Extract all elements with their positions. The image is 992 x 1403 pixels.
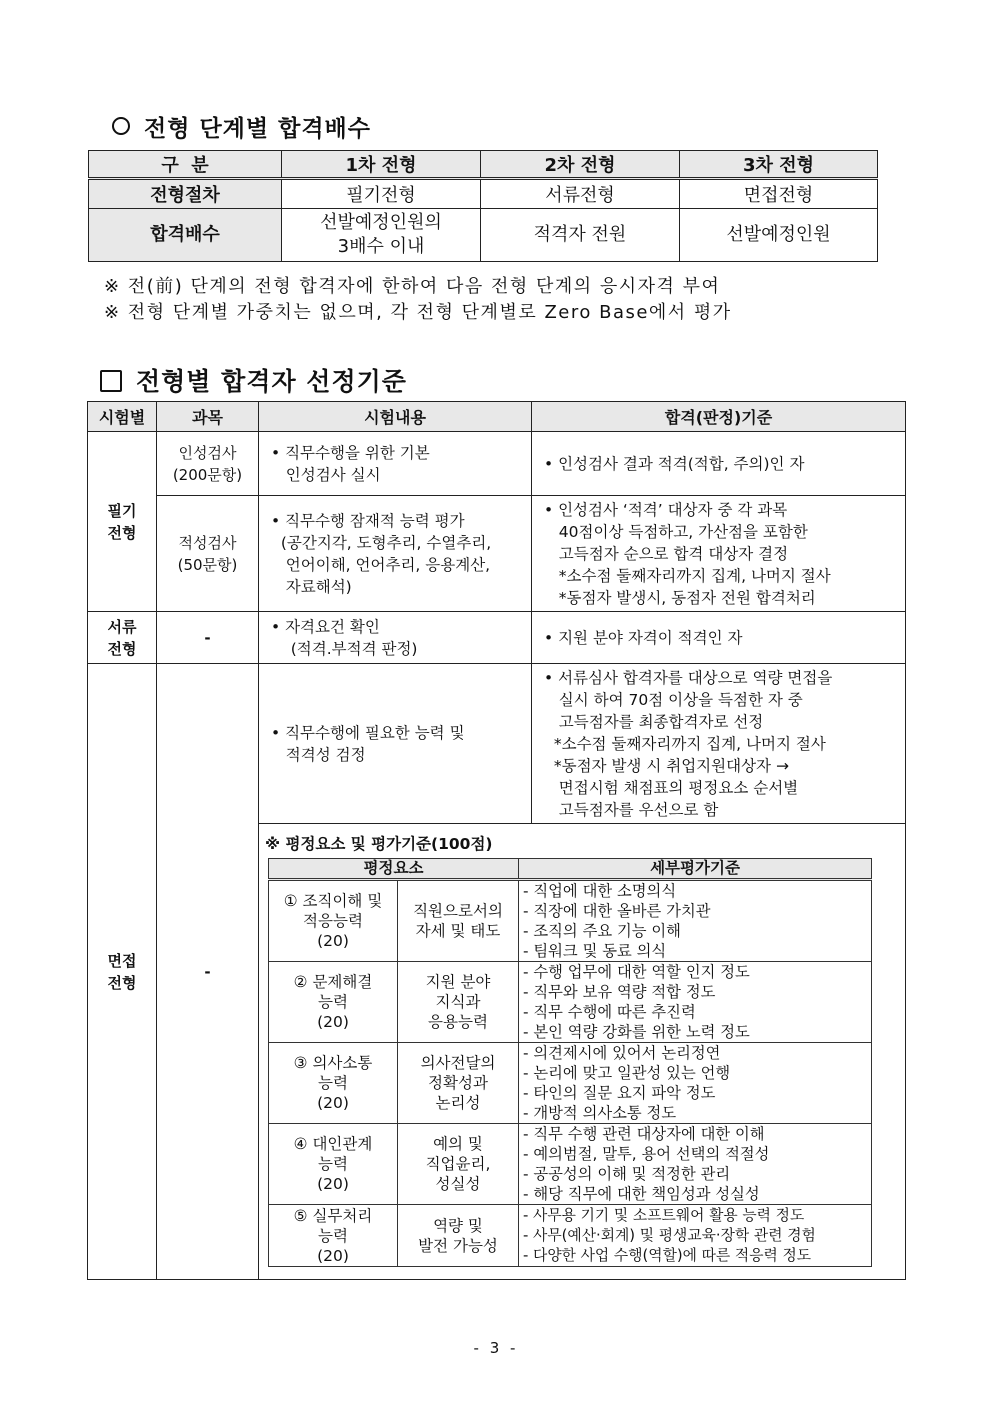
table-cell: 선발예정인원의 3배수 이내 xyxy=(282,209,481,262)
eval-table xyxy=(268,858,872,1267)
selection-criteria-table xyxy=(87,401,906,1280)
header-cell: 시험별 xyxy=(88,402,157,432)
table-row xyxy=(88,496,906,612)
eval-row xyxy=(269,962,872,1043)
header-cell: 과목 xyxy=(157,402,259,432)
table-header-row xyxy=(269,859,872,880)
header-cell: 1차 전형 xyxy=(282,151,481,179)
eval-element: ④ 대인관계 능력 (20) xyxy=(269,1124,398,1205)
eval-aspect: 의사전달의 정확성과 논리성 xyxy=(398,1043,519,1124)
table-row xyxy=(88,612,906,664)
table-header-row xyxy=(88,402,906,432)
circle-bullet-icon xyxy=(112,117,130,135)
header-cell: 3차 전형 xyxy=(680,151,878,179)
header-cell: 시험내용 xyxy=(259,402,532,432)
criteria-cell: • 지원 분야 자격이 적격인 자 xyxy=(532,612,906,664)
content-cell: • 직무수행 잠재적 능력 평가 (공간지각, 도형추리, 수열추리, 언어이해, 언어추리, 응용계산, 자료해석) xyxy=(259,496,532,612)
table-row xyxy=(88,432,906,496)
eval-row xyxy=(269,1043,872,1124)
eval-aspect: 지원 분야 지식과 응용능력 xyxy=(398,962,519,1043)
exam-type-interview: 면접 전형 xyxy=(88,664,157,1280)
square-bullet-icon xyxy=(100,370,122,392)
table-cell: 서류전형 xyxy=(481,179,680,209)
eval-criteria: - 직무 수행 관련 대상자에 대한 이해 - 예의범절, 말투, 용어 선택의 적절성 - 공공성의 이해 및 적정한 관리 - 해당 직무에 대한 책임성과 성실성 xyxy=(519,1124,872,1205)
section1-title-text: 전형 단계별 합격배수 xyxy=(144,116,371,142)
subject-cell: - xyxy=(157,612,259,664)
table-cell: 선발예정인원 xyxy=(680,209,878,262)
table-row xyxy=(88,664,906,824)
eval-criteria: - 수행 업무에 대한 역할 인지 정도 - 직무와 보유 역량 적합 정도 - 직무 수행에 따른 추진력 - 본인 역량 강화를 위한 노력 정도 xyxy=(519,962,872,1043)
eval-aspect: 예의 및 직업윤리, 성실성 xyxy=(398,1124,519,1205)
header-cell: 2차 전형 xyxy=(481,151,680,179)
subject-cell: 적성검사 (50문항) xyxy=(157,496,259,612)
exam-type-written: 필기 전형 xyxy=(88,432,157,612)
table-header-row xyxy=(89,151,878,179)
row-label: 전형절차 xyxy=(89,179,282,209)
eval-element: ③ 의사소통 능력 (20) xyxy=(269,1043,398,1124)
table-row xyxy=(89,179,878,209)
eval-criteria: - 사무용 기기 및 소프트웨어 활용 능력 정도 - 사무(예산·회계) 및 평생교육·장학 관련 경험 - 다양한 사업 수행(역할)에 따른 적응력 정도 xyxy=(519,1205,872,1267)
subject-cell: - xyxy=(157,664,259,1280)
eval-title: ※ 평정요소 및 평가기준(100점) xyxy=(265,835,493,853)
section1-title xyxy=(112,110,371,143)
header-cell: 세부평가기준 xyxy=(519,859,872,880)
table-row xyxy=(89,209,878,262)
header-cell: 평정요소 xyxy=(269,859,519,880)
section2-title-text: 전형별 합격자 선정기준 xyxy=(136,367,407,396)
eval-criteria: - 직업에 대한 소명의식 - 직장에 대한 올바른 가치관 - 조직의 주요 기능 이해 - 팀워크 및 동료 의식 xyxy=(519,880,872,962)
table-cell: 적격자 전원 xyxy=(481,209,680,262)
header-cell: 합격(판정)기준 xyxy=(532,402,906,432)
subject-cell: 인성검사 (200문항) xyxy=(157,432,259,496)
eval-aspect: 역량 및 발전 가능성 xyxy=(398,1205,519,1267)
eval-element: ② 문제해결 능력 (20) xyxy=(269,962,398,1043)
content-cell: • 직무수행을 위한 기본 인성검사 실시 xyxy=(259,432,532,496)
section2-title xyxy=(100,362,407,398)
content-cell: • 직무수행에 필요한 능력 및 적격성 검정 xyxy=(259,664,532,824)
eval-aspect: 직원으로서의 자세 및 태도 xyxy=(398,880,519,962)
content-cell: • 자격요건 확인 (적격.부적격 판정) xyxy=(259,612,532,664)
table-cell: 면접전형 xyxy=(680,179,878,209)
eval-criteria: - 의견제시에 있어서 논리정연 - 논리에 맞고 일관성 있는 언행 - 타인의 질문 요지 파악 정도 - 개방적 의사소통 정도 xyxy=(519,1043,872,1124)
header-cell: 구 분 xyxy=(89,151,282,179)
eval-row xyxy=(269,1205,872,1267)
criteria-cell: • 인성검사 ‘적격’ 대상자 중 각 과목 40점이상 득점하고, 가산점을 포함한 고득점자 순으로 합격 대상자 결정 *소수점 둘째자리까지 집계, 나머지 절사 *동점자 발생시, 동점자 전원 합격처리 xyxy=(532,496,906,612)
eval-row xyxy=(269,1124,872,1205)
exam-type-document: 서류 전형 xyxy=(88,612,157,664)
criteria-cell: • 인성검사 결과 적격(적합, 주의)인 자 xyxy=(532,432,906,496)
page-number: - 3 - xyxy=(473,1339,519,1357)
criteria-cell: • 서류심사 합격자를 대상으로 역량 면접을 실시 하여 70점 이상을 득점한 자 중 고득점자를 최종합격자로 선정 *소수점 둘째자리까지 집계, 나머지 절사 *동점자 발생 시 취업지원대상자 → 면접시험 채점표의 평정요소 순서별 고득점자를 우선으로 함 xyxy=(532,664,906,824)
table-cell: 필기전형 xyxy=(282,179,481,209)
pass-ratio-table xyxy=(88,150,878,262)
eval-row xyxy=(269,880,872,962)
eval-element: ① 조직이해 및 적응능력 (20) xyxy=(269,880,398,962)
eval-cell xyxy=(259,824,906,1280)
note-line: ※ 전(前) 단계의 전형 합격자에 한하여 다음 전형 단계의 응시자격 부여 xyxy=(104,276,721,297)
eval-element: ⑤ 실무처리 능력 (20) xyxy=(269,1205,398,1267)
row-label: 합격배수 xyxy=(89,209,282,262)
note-line: ※ 전형 단계별 가중치는 없으며, 각 전형 단계별로 Zero Base에서 평가 xyxy=(104,302,732,323)
notes xyxy=(104,274,732,326)
